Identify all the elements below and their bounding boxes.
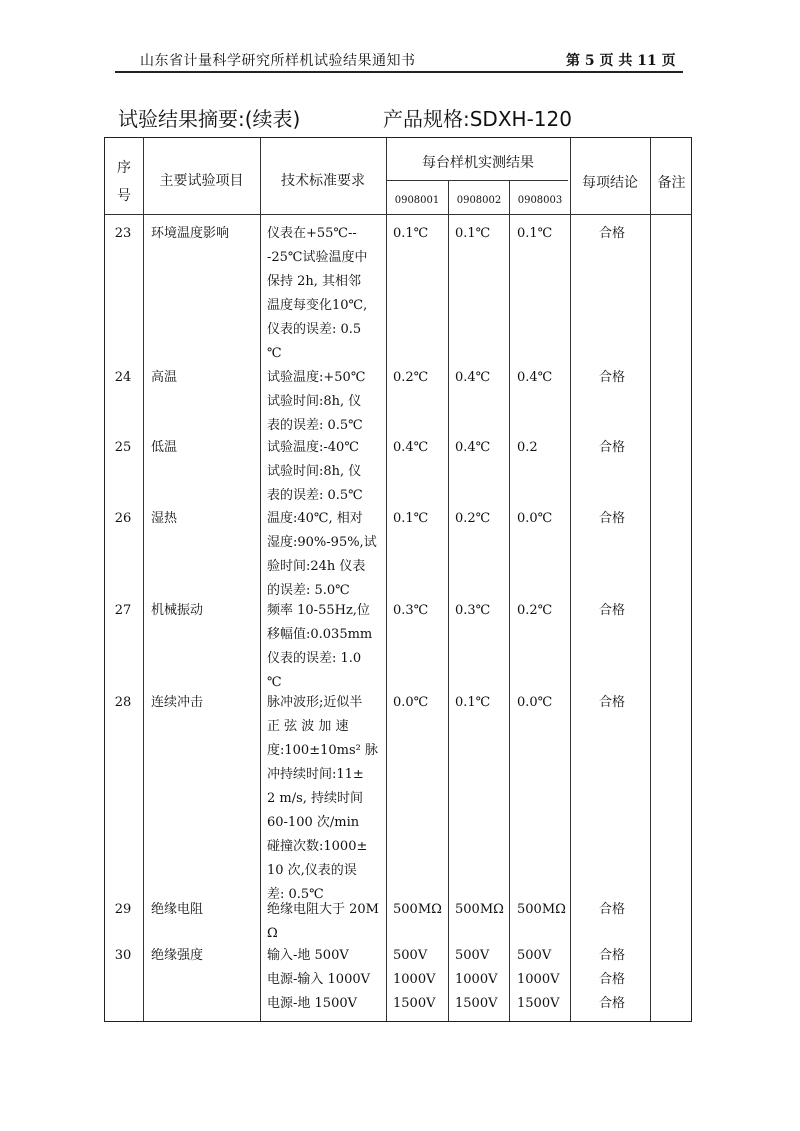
sample-1-result bbox=[393, 898, 453, 922]
conclusion bbox=[573, 436, 651, 460]
header-sample-1: 0908001 bbox=[394, 195, 440, 206]
standard-requirement-line: 仪表的误差: 1.0 bbox=[267, 651, 362, 666]
sample-2-result bbox=[455, 436, 515, 460]
standard-requirement-line: 试验时间:8h, 仪 bbox=[267, 464, 362, 479]
conclusion-line: 合格 bbox=[598, 996, 625, 1011]
header-no: 序号 bbox=[117, 160, 131, 204]
product-spec: 产品规格:SDXH-120 bbox=[383, 107, 572, 131]
standard-requirement bbox=[267, 507, 385, 603]
standard-requirement-line: 湿度:90%-95%,试 bbox=[267, 535, 377, 550]
sample-3-result bbox=[517, 944, 577, 1016]
conclusion-line: 合格 bbox=[598, 226, 625, 241]
sample-1-result bbox=[393, 691, 453, 715]
standard-requirement-line: 正 弦 波 加 速 bbox=[267, 719, 349, 734]
sample-3-result bbox=[517, 599, 577, 623]
sample-3-result-line: 0.2℃ bbox=[517, 603, 553, 618]
standard-requirement-line: 碰撞次数:1000± bbox=[267, 839, 368, 854]
standard-requirement-line: 试验时间:8h, 仪 bbox=[267, 394, 362, 409]
conclusion bbox=[573, 222, 651, 246]
standard-requirement-line: ℃ bbox=[267, 346, 282, 361]
standard-requirement-line: 试验温度:-40℃ bbox=[267, 440, 359, 455]
sample-1-result bbox=[393, 366, 453, 390]
header-rule bbox=[115, 71, 683, 73]
header-remark: 备注 bbox=[657, 175, 686, 191]
standard-requirement-line: 表的误差: 0.5℃ bbox=[267, 488, 363, 503]
sample-3-result bbox=[517, 507, 577, 531]
standard-requirement-line: 移幅值:0.035mm bbox=[267, 627, 373, 642]
standard-requirement bbox=[267, 944, 385, 1016]
standard-requirement bbox=[267, 222, 385, 366]
row-number: 25 bbox=[114, 440, 132, 455]
header-sample-3: 0908003 bbox=[517, 195, 563, 206]
standard-requirement-line: 10 次,仪表的误 bbox=[267, 863, 357, 878]
sample-3-result-line: 0.1℃ bbox=[517, 226, 553, 241]
standard-requirement-line: 度:100±10ms² 脉 bbox=[267, 743, 378, 758]
page-number: 第 5 页 共 11 页 bbox=[566, 53, 676, 69]
conclusion bbox=[573, 691, 651, 715]
standard-requirement-line: 验时间:24h 仪表 bbox=[267, 559, 366, 574]
header-standard: 技术标准要求 bbox=[281, 173, 365, 189]
conclusion bbox=[573, 366, 651, 390]
sample-2-result bbox=[455, 944, 515, 1016]
conclusion bbox=[573, 944, 651, 1016]
standard-requirement-line: -25℃试验温度中 bbox=[267, 250, 368, 265]
sample-2-result-line: 500V bbox=[455, 948, 490, 963]
sample-1-result-line: 500MΩ bbox=[393, 902, 442, 917]
conclusion bbox=[573, 599, 651, 623]
test-item: 机械振动 bbox=[151, 603, 204, 618]
header-item: 主要试验项目 bbox=[159, 173, 244, 189]
test-item: 绝缘电阻 bbox=[151, 902, 204, 917]
sample-2-result-line: 0.3℃ bbox=[455, 603, 491, 618]
sample-2-result bbox=[455, 366, 515, 390]
conclusion-line: 合格 bbox=[598, 603, 625, 618]
sample-3-result-line: 0.0℃ bbox=[517, 511, 553, 526]
standard-requirement bbox=[267, 691, 385, 907]
standard-requirement bbox=[267, 599, 385, 695]
sample-1-result-line: 0.4℃ bbox=[393, 440, 429, 455]
sample-2-result-line: 0.4℃ bbox=[455, 440, 491, 455]
sample-1-result-line: 0.1℃ bbox=[393, 226, 429, 241]
conclusion-line: 合格 bbox=[598, 902, 625, 917]
standard-requirement-line: 仪表的误差: 0.5 bbox=[267, 322, 362, 337]
header-results: 每台样机实测结果 bbox=[422, 155, 534, 171]
conclusion-line: 合格 bbox=[598, 511, 625, 526]
standard-requirement-line: 的误差: 5.0℃ bbox=[267, 583, 350, 598]
sample-3-result-line: 500MΩ bbox=[517, 902, 566, 917]
conclusion-line: 合格 bbox=[598, 948, 625, 963]
sample-1-result bbox=[393, 507, 453, 531]
standard-requirement-line: 2 m/s, 持续时间 bbox=[267, 791, 364, 806]
test-item: 环境温度影响 bbox=[151, 226, 230, 241]
standard-requirement-line: 差: 0.5℃ bbox=[267, 887, 324, 902]
row-number: 27 bbox=[114, 603, 132, 618]
conclusion bbox=[573, 507, 651, 531]
test-item: 绝缘强度 bbox=[151, 948, 204, 963]
table-body bbox=[105, 138, 691, 1021]
standard-requirement-line: 电源-地 1500V bbox=[267, 996, 357, 1011]
results-table bbox=[104, 137, 692, 1022]
header-conclusion: 每项结论 bbox=[582, 175, 638, 191]
sample-1-result-line: 1500V bbox=[393, 996, 436, 1011]
sample-1-result bbox=[393, 944, 453, 1016]
sample-2-result bbox=[455, 898, 515, 922]
document-header-title: 山东省计量科学研究所样机试验结果通知书 bbox=[140, 53, 416, 69]
standard-requirement-line: 绝缘电阻大于 20M bbox=[267, 902, 379, 917]
standard-requirement-line: 脉冲波形;近似半 bbox=[267, 695, 363, 710]
test-item: 湿热 bbox=[151, 511, 178, 526]
sample-3-result-line: 0.0℃ bbox=[517, 695, 553, 710]
row-number: 26 bbox=[114, 511, 132, 526]
conclusion-line: 合格 bbox=[598, 370, 625, 385]
sample-2-result bbox=[455, 599, 515, 623]
standard-requirement-line: 保持 2h, 其相邻 bbox=[267, 274, 362, 289]
standard-requirement-line: 表的误差: 0.5℃ bbox=[267, 418, 363, 433]
standard-requirement-line: 电源-输入 1000V bbox=[267, 972, 370, 987]
standard-requirement-line: 试验温度:+50℃ bbox=[267, 370, 366, 385]
test-item: 连续冲击 bbox=[151, 695, 204, 710]
standard-requirement-line: 温度每变化10℃, bbox=[267, 298, 368, 313]
conclusion bbox=[573, 898, 651, 922]
sample-2-result-line: 0.1℃ bbox=[455, 695, 491, 710]
sample-1-result-line: 0.1℃ bbox=[393, 511, 429, 526]
sample-3-result bbox=[517, 898, 577, 922]
sample-1-result bbox=[393, 436, 453, 460]
row-number: 30 bbox=[114, 948, 132, 963]
sample-3-result-line: 1500V bbox=[517, 996, 560, 1011]
sample-2-result bbox=[455, 222, 515, 246]
sample-3-result-line: 500V bbox=[517, 948, 552, 963]
row-number: 23 bbox=[114, 226, 132, 241]
sample-1-result-line: 1000V bbox=[393, 972, 436, 987]
sample-1-result-line: 500V bbox=[393, 948, 428, 963]
conclusion-line: 合格 bbox=[598, 695, 625, 710]
standard-requirement-line: 60-100 次/min bbox=[267, 815, 360, 830]
sample-3-result-line: 0.4℃ bbox=[517, 370, 553, 385]
sample-2-result bbox=[455, 507, 515, 531]
summary-title: 试验结果摘要:(续表) bbox=[118, 107, 301, 131]
sample-3-result bbox=[517, 691, 577, 715]
sample-2-result-line: 0.1℃ bbox=[455, 226, 491, 241]
sample-1-result-line: 0.2℃ bbox=[393, 370, 429, 385]
sample-2-result-line: 0.2℃ bbox=[455, 511, 491, 526]
sample-1-result-line: 0.0℃ bbox=[393, 695, 429, 710]
standard-requirement bbox=[267, 436, 385, 508]
sample-3-result-line: 0.2 bbox=[517, 440, 538, 455]
sample-3-result bbox=[517, 436, 577, 460]
standard-requirement-line: 温度:40℃, 相对 bbox=[267, 511, 363, 526]
sample-3-result-line: 1000V bbox=[517, 972, 560, 987]
standard-requirement bbox=[267, 898, 385, 946]
conclusion-line: 合格 bbox=[598, 972, 625, 987]
sample-1-result-line: 0.3℃ bbox=[393, 603, 429, 618]
standard-requirement-line: Ω bbox=[267, 926, 278, 941]
sample-1-result bbox=[393, 599, 453, 623]
standard-requirement-line: 冲持续时间:11± bbox=[267, 767, 364, 782]
row-number: 29 bbox=[114, 902, 132, 917]
sample-1-result bbox=[393, 222, 453, 246]
standard-requirement bbox=[267, 366, 385, 438]
conclusion-line: 合格 bbox=[598, 440, 625, 455]
test-item: 低温 bbox=[151, 440, 178, 455]
row-number: 24 bbox=[114, 370, 132, 385]
header-sample-2: 0908002 bbox=[456, 195, 502, 206]
sample-2-result-line: 1000V bbox=[455, 972, 498, 987]
row-number: 28 bbox=[114, 695, 132, 710]
sample-3-result bbox=[517, 222, 577, 246]
test-item: 高温 bbox=[151, 370, 178, 385]
standard-requirement-line: 输入-地 500V bbox=[267, 948, 349, 963]
standard-requirement-line: 仪表在+55℃-- bbox=[267, 226, 357, 241]
sample-2-result-line: 1500V bbox=[455, 996, 498, 1011]
sample-2-result-line: 500MΩ bbox=[455, 902, 504, 917]
sample-3-result bbox=[517, 366, 577, 390]
standard-requirement-line: ℃ bbox=[267, 675, 282, 690]
standard-requirement-line: 频率 10-55Hz,位 bbox=[267, 603, 370, 618]
sample-2-result bbox=[455, 691, 515, 715]
sample-2-result-line: 0.4℃ bbox=[455, 370, 491, 385]
